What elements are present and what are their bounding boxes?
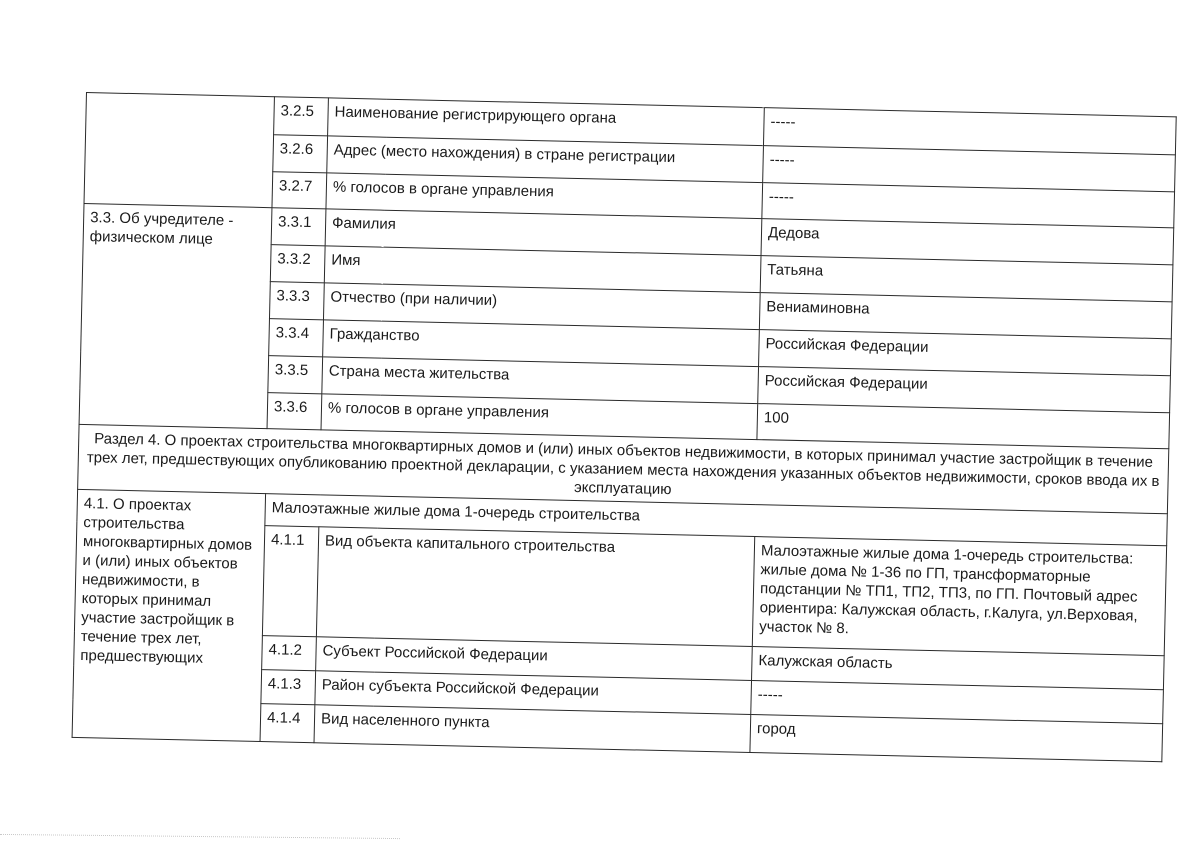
row-number: 4.1.3 [261,670,316,705]
row-number: 3.2.6 [273,135,328,173]
row-label: Наименование регистрирующего органа [328,98,765,146]
row-value: Российская Федерации [758,367,1171,413]
row-label: Адрес (место нахождения) в стране регистрации [327,136,764,183]
scan-artifact [0,834,400,841]
row-label: Район субъекта Российской Федерации [315,671,752,715]
founder-group-label: 3.3. Об учредителе - физическом лице [79,203,272,428]
row-number: 4.1.4 [260,704,315,743]
projects-group-label: 4.1. О проектах строительства многоквартирных домов и (или) иных объектов недвижимости, в которых принимал участие застройщик в течение трех лет, предшествующих [72,489,265,741]
row-number: 3.3.1 [271,208,326,246]
row-value: Калужская область [752,647,1165,690]
row-value: Малоэтажные жилые дома 1-очередь строительства: жилые дома № 1-36 по ГП, трансформаторные подстанции № ТП1, ТП2, ТП3, по ГП. Почтовый адрес ориентира: Калужская область, г.Калуга, ул.Верховая, участок № 8. [752,537,1166,656]
row-label: Страна места жительства [322,357,759,404]
row-label: Гражданство [323,320,760,367]
row-label: Отчество (при наличии) [323,283,760,330]
section-4-header: Раздел 4. О проектах строительства многоквартирных домов и (или) иных объектов недвижимости, в которых принимал участие застройщик в течение трех лет, предшествующих опубликованию проектной декларации, с указанием места нахождения указанных объектов недвижимости, сроков ввода их в эксплуатацию [78,424,1169,513]
row-value: ----- [762,183,1175,228]
row-number: 3.3.2 [270,245,325,283]
document-sheet [72,92,1176,762]
declaration-table [72,92,1177,762]
row-number: 3.2.5 [274,97,329,136]
row-value: 100 [757,404,1170,449]
row-number: 4.1.2 [262,636,317,671]
row-label: % голосов в органе управления [326,173,763,219]
row-label: Вид населенного пункта [314,705,751,753]
project-title: Малоэтажные жилые дома 1-очередь строительства [265,494,1168,546]
row-label: Фамилия [325,209,762,256]
row-label: Имя [324,246,761,293]
row-value: Российская Федерации [759,330,1172,376]
row-value: город [750,715,1163,762]
row-number: 3.3.6 [267,393,322,430]
row-number: 4.1.1 [262,526,318,637]
row-number: 3.2.7 [272,172,327,209]
row-value: Татьяна [760,256,1173,302]
row-value: ----- [751,681,1164,724]
row-value: Дедова [761,219,1174,265]
row-label: % голосов в органе управления [321,394,758,440]
row-number: 3.3.3 [269,282,324,320]
row-number: 3.3.5 [268,356,323,394]
row-value: Вениаминовна [759,293,1172,339]
row-label: Субъект Российской Федерации [316,637,753,681]
group-label-empty [84,93,274,208]
row-value: ----- [763,108,1176,155]
row-label: Вид объекта капитального строительства [316,527,754,647]
row-value: ----- [763,146,1176,192]
row-number: 3.3.4 [269,319,324,357]
